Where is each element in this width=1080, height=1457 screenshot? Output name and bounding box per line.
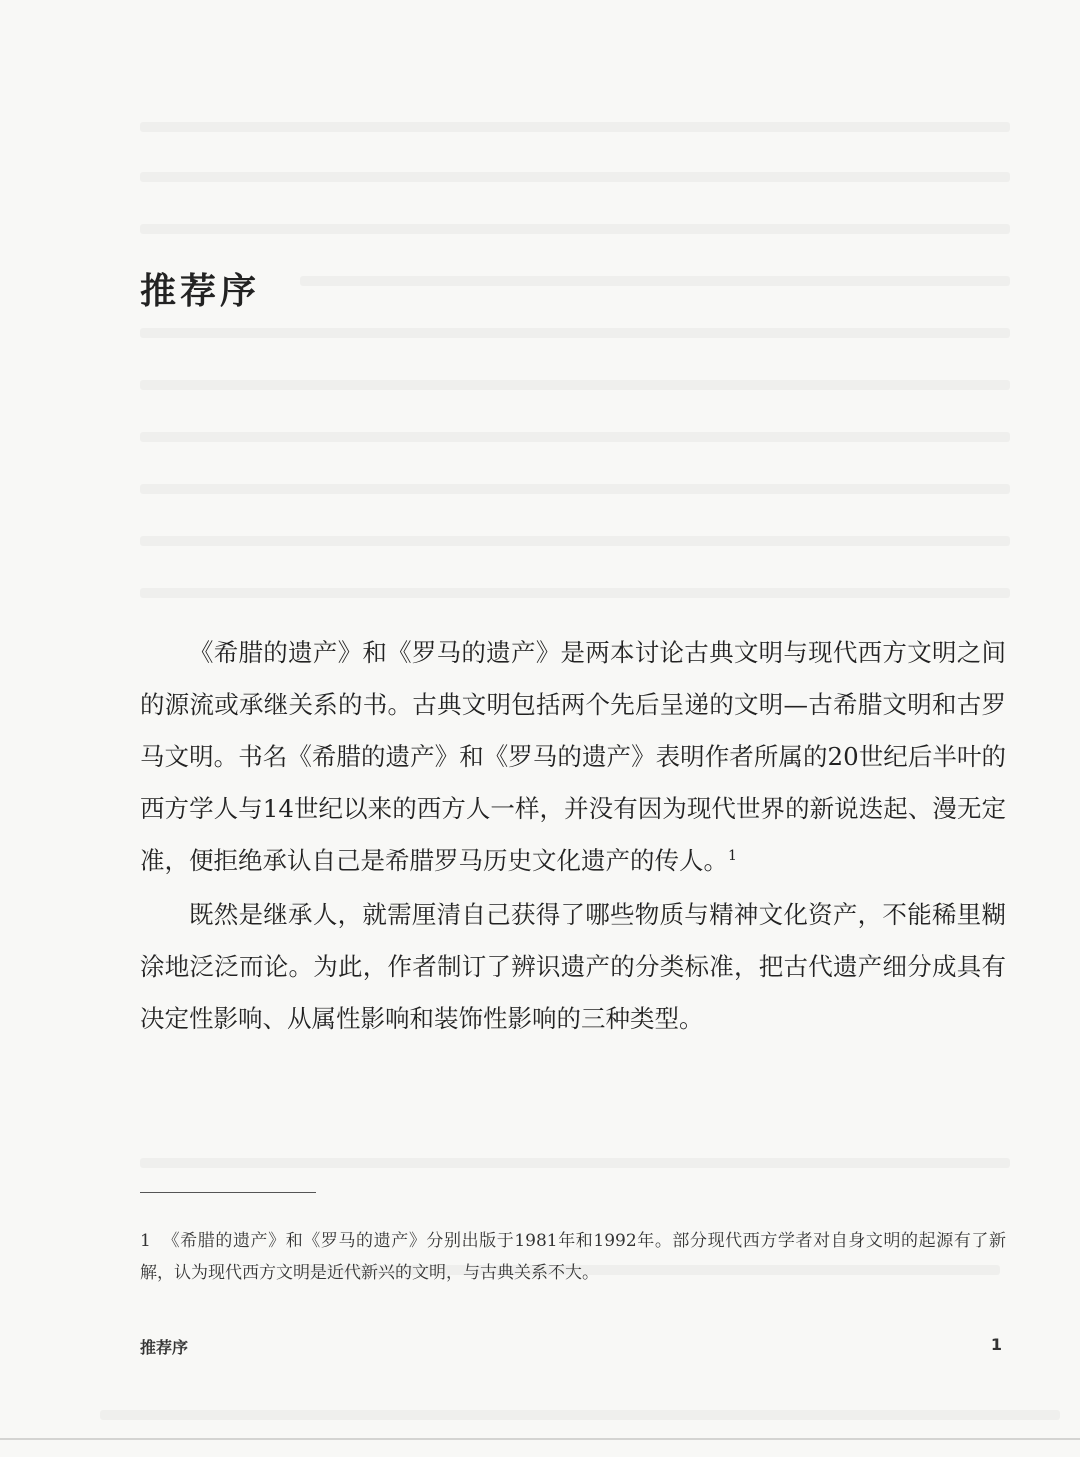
bleed-through-line — [140, 380, 1010, 390]
paragraph-text: 既然是继承人，就需厘清自己获得了哪些物质与精神文化资产，不能稀里糊涂地泛泛而论。为此，作者制订了辨识遗产的分类标准，把古代遗产细分成具有决定性影响、从属性影响和装饰性影响的三种类型。 — [140, 900, 1006, 1033]
paragraph — [140, 889, 1006, 1045]
paragraph-text: 《希腊的遗产》和《罗马的遗产》是两本讨论古典文明与现代西方文明之间的源流或承继关系的书。古典文明包括两个先后呈递的文明—古希腊文明和古罗马文明。书名《希腊的遗产》和《罗马的遗产》表明作者所属的20世纪后半叶的西方学人与14世纪以来的西方人一样，并没有因为现代世界的新说迭起、漫无定准，便拒绝承认自己是希腊罗马历史文化遗产的传人。 — [140, 638, 1006, 875]
bleed-through-line — [140, 328, 1010, 338]
bleed-through-line — [140, 536, 1010, 546]
bleed-through-line — [140, 1158, 1010, 1168]
paragraph — [140, 627, 1006, 887]
footnote-number: 1 — [140, 1231, 151, 1251]
bleed-through-line — [140, 588, 1010, 598]
bleed-through-line — [140, 224, 1010, 234]
bleed-through-line — [140, 172, 1010, 182]
bleed-through-line — [140, 432, 1010, 442]
footnote-text: 《希腊的遗产》和《罗马的遗产》分别出版于1981年和1992年。部分现代西方学者对自身文明的起源有了新解，认为现代西方文明是近代新兴的文明，与古典关系不大。 — [140, 1231, 1006, 1283]
footnote — [140, 1225, 1006, 1289]
chapter-title: 推荐序 — [140, 271, 261, 312]
page-bottom-edge — [0, 1438, 1080, 1440]
page-number: 1 — [990, 1335, 1002, 1354]
main-text — [140, 627, 1006, 1045]
bleed-through-line — [140, 484, 1010, 494]
running-head: 推荐序 — [140, 1338, 189, 1357]
bleed-through-line — [140, 122, 1010, 132]
bleed-through-line — [300, 276, 1010, 286]
footnote-reference[interactable]: 1 — [728, 848, 737, 864]
footnote-divider — [140, 1192, 316, 1193]
bleed-through-line — [100, 1410, 1060, 1420]
